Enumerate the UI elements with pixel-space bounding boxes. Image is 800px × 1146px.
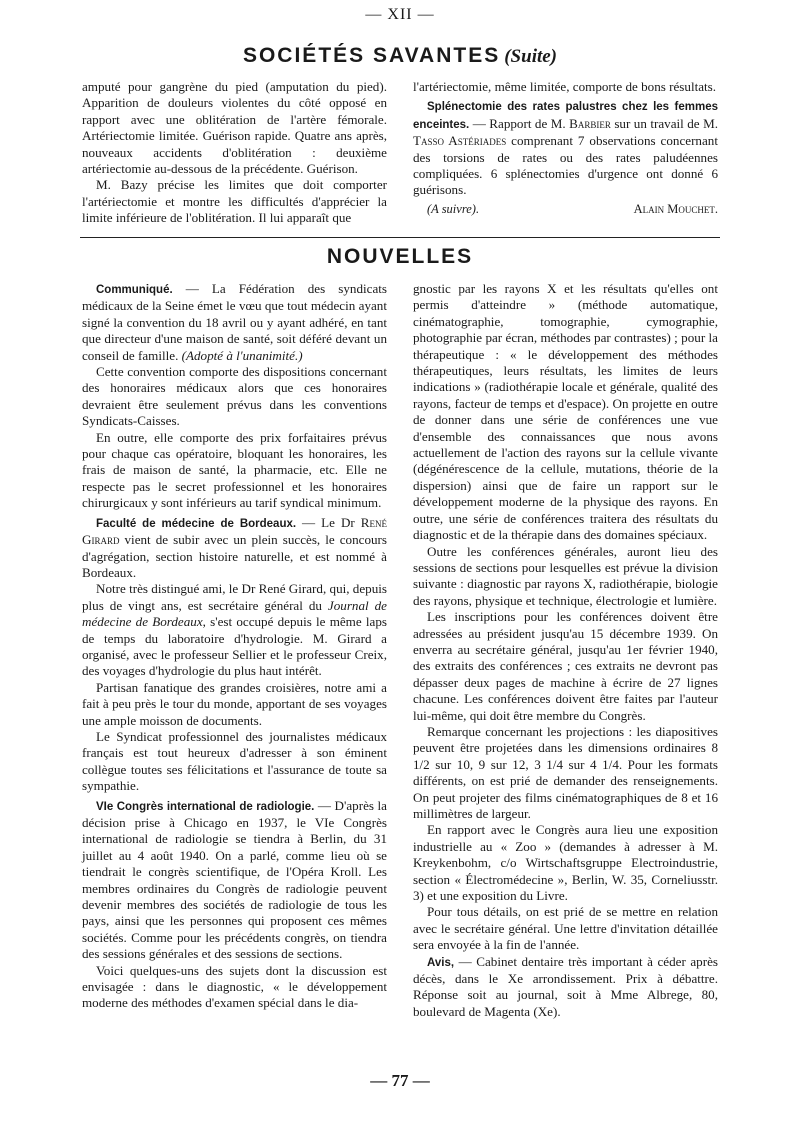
news-paragraph: Les inscriptions pour les conférences doivent être adressées au président jusqu'au 15 décembre 1939. On enverra au secrétaire général, jusqu'au 1er février 1940, des extraits des conférences ; ces extraits ne devront pas dépasser deux pages de machine à écrire de 27 lignes chacune. Les conférences doivent être faites par l'auteur lui-même, qui doit être membre du Congrès.: [413, 609, 718, 723]
news-paragraph: Pour tous détails, on est prié de se mettre en relation avec le secrétaire général. Une lettre d'invitation détaillée sera envoyée à la fin de l'année.: [413, 904, 718, 953]
section-title: SOCIÉTÉS SAVANTES: [242, 44, 501, 67]
societes-right-column: [413, 79, 718, 217]
section-suffix: (Suite): [504, 46, 558, 67]
news-paragraph: En outre, elle comporte des prix forfaitaires prévus pour chaque cas opératoire, bloquant les honoraires, les frais de maison de santé, la pharmacie, etc. Elle ne respecte pas le secret professionnel et les honoraires chirurgicaux y sont inférieurs au tarif syndical minimum.: [82, 429, 387, 511]
societes-paragraph: amputé pour gangrène du pied (amputation du pied). Apparition de douleurs violentes du côté opposé en rapport avec une oblitération de l'artère fémorale. Artériectomie limitée. Guérison rapide. Quatre ans après, nouveaux accidents d'oblitération : deuxième artériectomie au-dessous de la précédente. Guérison.: [82, 79, 387, 177]
section-divider: [80, 237, 720, 238]
communique-paragraph: Communiqué. — La Fédération des syndicats médicaux de la Seine émet le vœu que tout médecin ayant signé la convention du 18 avril ou y ayant adhéré, en tant que directeur d'une maison de santé, soit déféré devant un conseil de famille. (Adopté à l'unanimité.): [82, 281, 387, 363]
faculte-paragraph: Faculté de médecine de Bordeaux. — Le Dr René Girard vient de subir avec un plein succès, le concours d'agrégation, section histoire naturelle, et est nommé à Bordeaux.: [82, 514, 387, 580]
nouvelles-title: NOUVELLES: [326, 245, 474, 268]
avis-title: Avis,: [427, 956, 455, 969]
avis-paragraph: Avis, — Cabinet dentaire très important à céder après décès, dans le Xe arrondissement. Prix à débattre. Réponse soit au journal, soit à Mme Albrege, 80, boulevard de Magenta (Xe).: [413, 953, 718, 1019]
faculte-title: Faculté de médecine de Bordeaux.: [96, 517, 297, 530]
news-paragraph: Voici quelques-uns des sujets dont la discussion est envisagée : dans le diagnostic, « le développement moderne des méthodes d'examen spécial dans le dia-: [82, 962, 387, 1011]
signature-author: Alain Mouchet.: [633, 201, 718, 216]
section-header: [0, 44, 800, 68]
news-paragraph: gnostic par les rayons X et les résultats qu'elles ont permis d'atteindre » (méthode automatique, cinématographie, tomographie, cymographie, photographie par écran, méthodes par contrastes) ; pour la thérapeutique : « le développement des méthodes thérapeutiques, leurs résultats, les limites de leurs indications » (radiothérapie locale et générale, qualité des rayons, facteur de temps et d'espace). On projette en outre de donner dans une série de conférences une vue d'ensemble des connaissances que nous avons actuellement de l'action des rayons sur la cellule vivante (dégénérescence de la cellule, mutations, théorie de la dispersion) ainsi que de faire un rapport sur le développement moderne de la physique des rayons. En outre, une série de conférences traitera des résultats du diagnostic et de la thérapie dans des domaines spéciaux.: [413, 281, 718, 543]
news-paragraph: Partisan fanatique des grandes croisières, notre ami a fait à peu près le tour du monde, apportant de ses voyages une ample moisson de documents.: [82, 679, 387, 728]
signature-line: [413, 201, 718, 217]
communique-title: Communiqué.: [96, 284, 173, 296]
societes-left-column: [82, 79, 387, 227]
news-paragraph: Notre très distingué ami, le Dr René Girard, qui, depuis plus de vingt ans, est secrétaire général du Journal de médecine de Bordeaux, s'est occupé depuis le même laps de temps du laboratoire d'hydrologie. M. Girard a organisé, avec le professeur Sellier et le professeur Creix, des voyages d'hydrologie du plus haut intérêt.: [82, 581, 387, 679]
societes-paragraph: M. Bazy précise les limites que doit comporter l'artériectomie et montre les difficultés d'apprécier la limite inférieure de l'oblitération. Il lui apparaît que: [82, 177, 387, 226]
news-paragraph: Le Syndicat professionnel des journalistes médicaux français est tout heureux d'adresser à son éminent collègue toutes ses félicitations et l'assurance de toute sa sympathie.: [82, 728, 387, 794]
congres-paragraph: VIe Congrès international de radiologie. — D'après la décision prise à Chicago en 1937, le VIe Congrès international de radiologie se tiendra à Berlin, du 31 juillet au 4 août 1940. On a parlé, comme lieu où se tiendrait le congrès scientifique, de l'Opéra Kroll. Les membres ordinaires du Congrès de radiologie peuvent devenir membres des sociétés de radiologie de tous les pays, ainsi que les personnes qui proposent ces mêmes sociétés. Comme pour les précédents congrès, on tiendra des sessions générales et des sessions de sections.: [82, 797, 387, 962]
societes-paragraph: l'artériectomie, même limitée, comporte de bons résultats.: [413, 79, 717, 94]
news-paragraph: Cette convention comporte des dispositions concernant des honoraires médicaux alors que ces honoraires devraient être seulement prévus dans les conventions Syndicats-Caisses.: [82, 364, 387, 429]
news-paragraph: Remarque concernant les projections : les diapositives peuvent être projetées dans les dimensions ordinaires 8 1/2 sur 10, 9 sur 12, 3 1/4 sur 4 1/4. Pour les formats différents, on est prié de demander des renseignements. On peut projeter des films cinématographiques de 8 et 16 millimètres de largeur.: [413, 723, 718, 821]
nouvelles-right-column: [413, 281, 718, 1020]
person-name: René Girard: [82, 514, 387, 548]
page-number-roman: — XII —: [365, 6, 435, 23]
news-paragraph: En rapport avec le Congrès aura lieu une exposition industrielle au « Zoo » (demandes à adresser à M. Kreykenbohm, c/o Wirtschaftsgruppe Electroindustrie, section « Électromédecine », Berlin, W. 35, Corneliusstr. 3) et une exposition du Livre.: [413, 822, 718, 904]
splenectomie-title: Splénectomie des rates palustres chez les femmes enceintes.: [413, 101, 718, 131]
page-number: — 77 —: [370, 1071, 430, 1090]
congres-title: VIe Congrès international de radiologie.: [96, 800, 315, 813]
news-paragraph: Outre les conférences générales, auront lieu des sessions de sections pour lesquelles est prévue la division suivante : diagnostic par rayons X, radiothérapie, biologie des rayons, physique et technique, électrologie et lumière.: [413, 543, 718, 608]
author-name: Barbier: [569, 115, 611, 131]
nouvelles-left-column: [82, 281, 387, 1012]
a-suivre: (A suivre).: [427, 201, 480, 216]
author-name: Tasso Astériades: [413, 133, 507, 149]
journal-title: Journal de médecine de Bordeaux: [82, 597, 387, 630]
splenectomie-paragraph: Splénectomie des rates palustres chez les femmes enceintes. — Rapport de M. Barbier sur un travail de M. Tasso Astériades comprenant 7 observations concernant des torsions de rates ou des rates paludéennes compliquées. 6 splénectomies d'urgence ont donné 6 guérisons.: [413, 101, 719, 198]
